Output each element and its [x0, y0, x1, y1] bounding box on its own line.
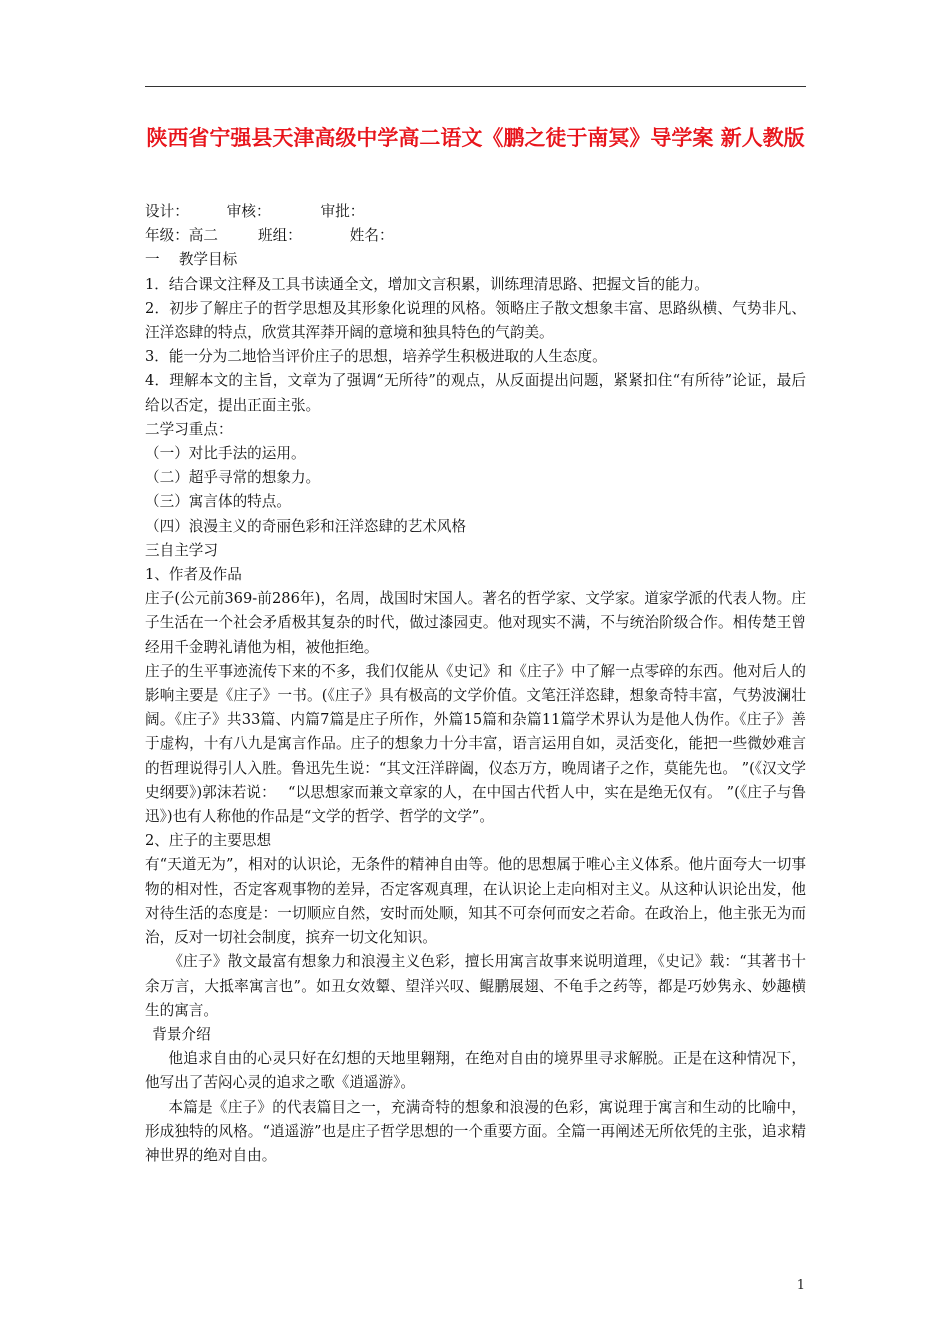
focus-item: （三）寓言体的特点。: [145, 493, 291, 511]
goal-item: 1．结合课文注释及工具书读通全文，增加文言积累，训练理清思路、把握文旨的能力。: [145, 275, 709, 293]
author-paragraph: 庄子的生平事迹流传下来的不多，我们仅能从《史记》和《庄子》中了解一点零碎的东西。他对后人的影响主要是《庄子》一书。(《庄子》具有极高的文学价值。文笔汪洋恣肆，想象奇特丰富，气势波澜壮阔。《庄子》共33篇、内篇7篇是庄子所作，外篇15篇和杂篇11篇学术界认为是他人伪作。《庄子》善于虚构，十有八九是寓言作品。庄子的想象力十分丰富，语言运用自如，灵活变化，能把一些微妙难言的哲理说得引人入胜。鲁迅先生说：“其文汪洋辟阖，仪态万方，晚周诸子之作，莫能先也。 ”(《汉文学史纲要》)郭沫若说： “以思想家而兼文章家的人，在中国古代哲人中，实在是绝无仅有。 ”(《庄子与鲁迅》)也有人称他的作品是“文学的哲学、哲学的文学”。: [145, 662, 806, 826]
header-rule: [145, 86, 806, 87]
goal-item: 2．初步了解庄子的哲学思想及其形象化说理的风格。领略庄子散文想象丰富、思路纵横、气势非凡、汪洋恣肆的特点，欣赏其浑莽开阔的意境和独具特色的气韵美。: [145, 299, 806, 342]
focus-item: （一）对比手法的运用。: [145, 445, 306, 463]
name-label: 姓名：: [349, 227, 394, 245]
subheading-background: 背景介绍: [152, 1025, 211, 1043]
document-title: 陕西省宁强县天津高级中学高二语文《鹏之徒于南冥》导学案 新人教版: [146, 125, 805, 150]
design-label: 设计：: [145, 203, 189, 220]
grade-label: 年级：高二: [145, 227, 218, 245]
meta-row-2: [145, 224, 806, 248]
class-group-label: 班组：: [257, 227, 302, 245]
background-paragraph: 他追求自由的心灵只好在幻想的天地里翱翔，在绝对自由的境界里寻求解脱。正是在这种情况下，他写出了苦闷心灵的追求之歌《逍遥游》。: [145, 1050, 806, 1092]
section-heading-goals: 一 教学目标: [145, 251, 238, 269]
page-number: 1: [796, 1278, 805, 1293]
document-body: [145, 200, 806, 1168]
review-label: 审核：: [226, 203, 271, 220]
subheading-author: 1、作者及作品: [145, 566, 242, 584]
goal-item: 3．能一分为二地恰当评价庄子的思想，培养学生积极进取的人生态度。: [145, 348, 607, 366]
section-heading-focus: 二学习重点：: [145, 420, 233, 438]
approve-label: 审批：: [320, 203, 365, 220]
subheading-thought: 2、庄子的主要思想: [145, 832, 272, 850]
focus-item: （二）超乎寻常的想象力。: [145, 469, 321, 487]
meta-row-1: [145, 200, 806, 224]
author-paragraph: 庄子(公元前369-前286年)，名周，战国时宋国人。著名的哲学家、文学家。道家学派的代表人物。庄子生活在一个社会矛盾极其复杂的时代，做过漆园吏。他对现实不满，不与统治阶级合作。相传楚王曾经用千金聘礼请他为相，被他拒绝。: [145, 590, 806, 656]
background-paragraph: 本篇是《庄子》的代表篇目之一，充满奇特的想象和浪漫的色彩，寓说理于寓言和生动的比喻中，形成独特的风格。“逍遥游”也是庄子哲学思想的一个重要方面。全篇一再阐述无所依凭的主张，追求精神世界的绝对自由。: [145, 1098, 806, 1164]
goal-item: 4．理解本文的主旨，文章为了强调“无所待”的观点，从反面提出问题，紧紧扣住“有所待”论证，最后给以否定，提出正面主张。: [145, 372, 806, 414]
section-heading-self-study: 三自主学习: [145, 541, 218, 559]
focus-item: （四）浪漫主义的奇丽色彩和汪洋恣肆的艺术风格: [145, 517, 467, 535]
thought-paragraph: 有“天道无为”，相对的认识论，无条件的精神自由等。他的思想属于唯心主义体系。他片面夸大一切事物的相对性，否定客观事物的差异，否定客观真理，在认识论上走向相对主义。从这种认识论出发，他对待生活的态度是：一切顺应自然，安时而处顺，知其不可奈何而安之若命。在政治上，他主张无为而治，反对一切社会制度，摈弃一切文化知识。: [145, 856, 806, 947]
thought-paragraph: 《庄子》散文最富有想象力和浪漫主义色彩，擅长用寓言故事来说明道理，《史记》载：“其著书十余万言，大抵率寓言也”。如丑女效颦、望洋兴叹、鲲鹏展翅、不龟手之药等，都是巧妙隽永、妙趣横生的寓言。: [145, 953, 806, 1019]
